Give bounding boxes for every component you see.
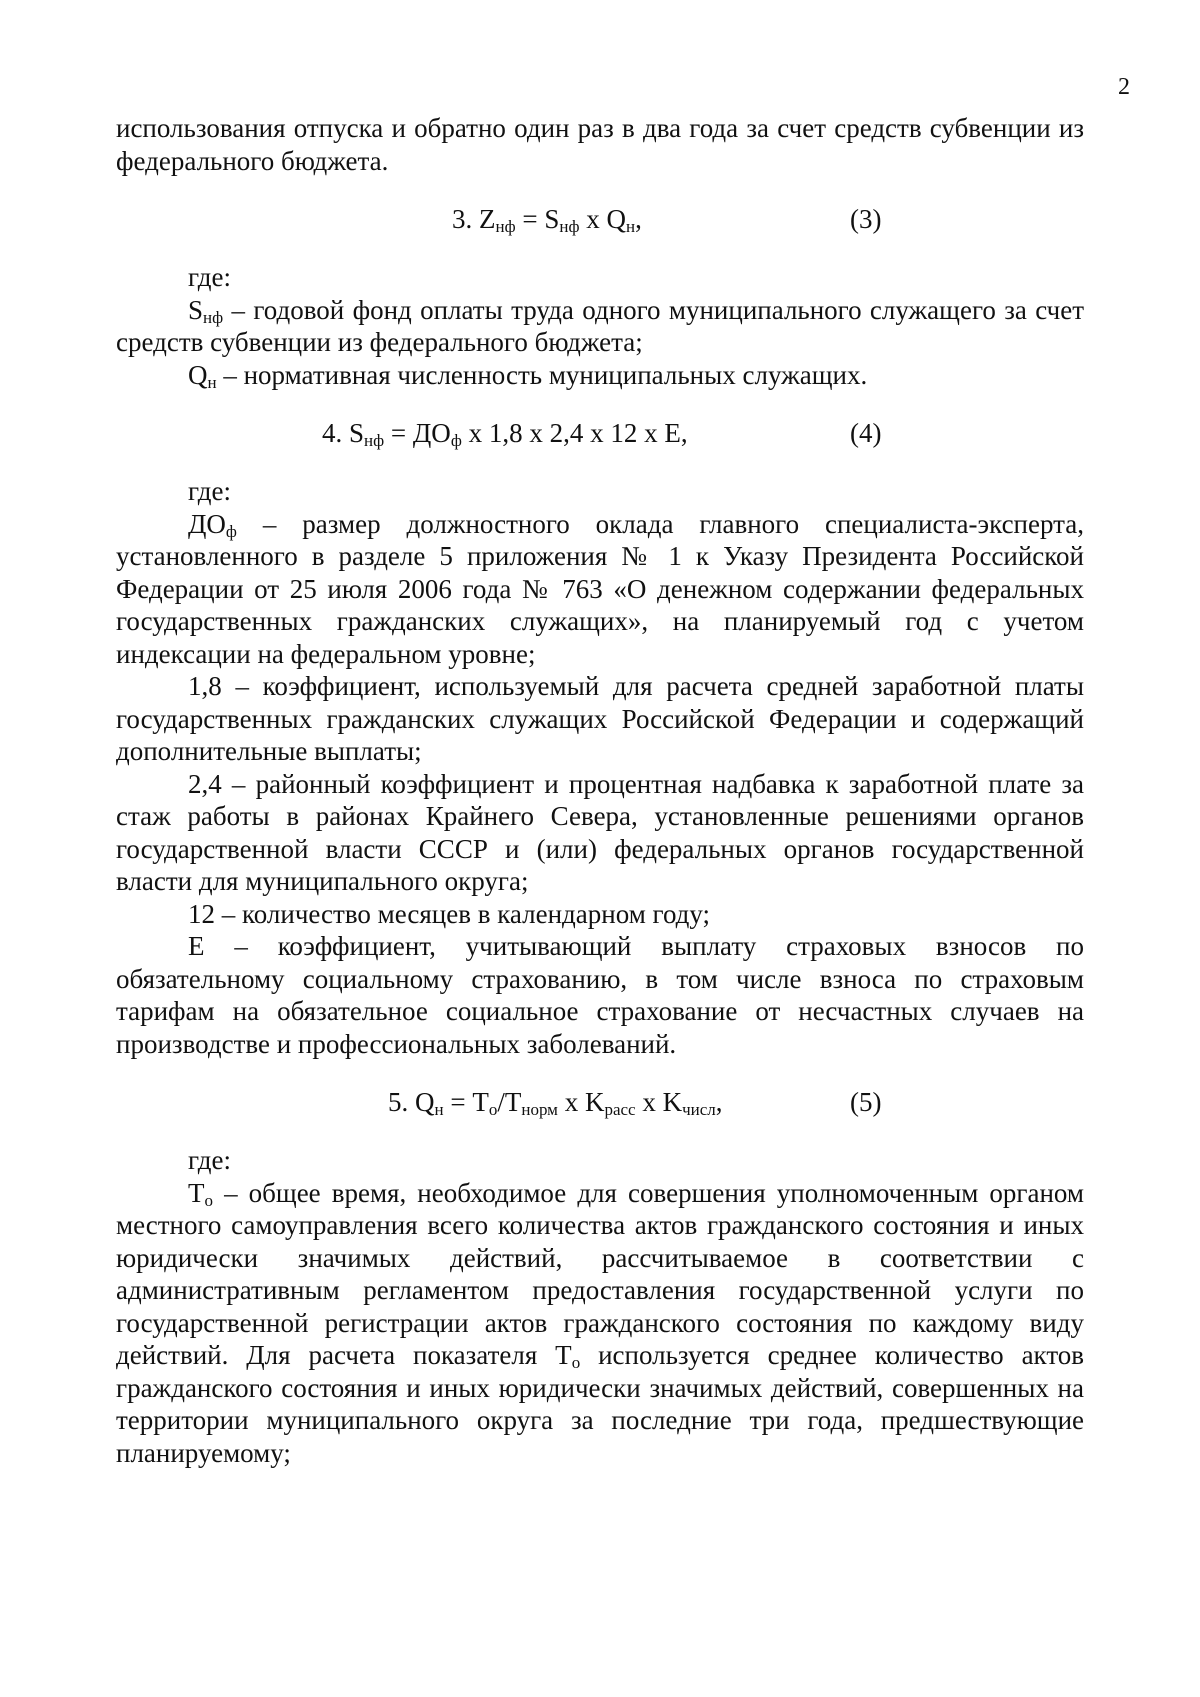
- formula-3: [116, 203, 1084, 235]
- page-number: 2: [1118, 74, 1130, 100]
- definition-to: $T_о$ – общее время, необходимое для совершения уполномоченным органом местного самоуправления всего количества актов гражданского состояния и иных юридически значимых действий, рассчитываемое в соответствии с административным регламентом предоставления государственной услуги по государственной регистрации актов гражданского состояния по каждому виду действий. Для расчета показателя $T_о$ используется среднее количество актов гражданского состояния и иных юридически значимых действий, совершенных на территории муниципального округа за последние три года, предшествующие планируемому;: [116, 1177, 1085, 1468]
- formula-4-expression: 4. $S_{нф} = ДО_ф$ x 1,8 x 2,4 x 12 x Е,: [322, 418, 688, 450]
- definition-qn: $Q_н$ – нормативная численность муниципальных служащих.: [188, 359, 868, 392]
- definition-snf: $S_{нф}$ – годовой фонд оплаты труда одного муниципального служащего за счет средств субвенции из федерального бюджета;: [116, 294, 1084, 357]
- definition-dof: $ДО_ф$ – размер должностного оклада главного специалиста-эксперта, установленного в разделе 5 приложения № 1 к Указу Президента Российской Федерации от 25 июля 2006 года № 763 «О денежном содержании федеральных государственных гражданских служащих», на планируемый год с учетом индексации на федеральном уровне;: [116, 508, 1084, 669]
- formula-5-expression: 5. $Q_н = T_о/T_{норм}$ x $K_{расс}$ x $K_{числ}$,: [388, 1087, 723, 1119]
- where-label-3: где:: [188, 1145, 231, 1175]
- formula-5-number: (5): [850, 1087, 882, 1117]
- paragraph-continuation: использования отпуска и обратно один раз в два года за счет средств субвенции из федерального бюджета.: [116, 113, 1084, 176]
- formula-4: [116, 417, 1084, 449]
- formula-3-expression: 3. $Z_{нф} = S_{нф}$ x $Q_н$,: [452, 204, 642, 236]
- formula-5: [116, 1086, 1084, 1118]
- formula-3-number: (3): [850, 204, 882, 234]
- where-label-2: где:: [188, 476, 231, 506]
- definition-1-8: 1,8 – коэффициент, используемый для расчета средней заработной платы государственных гражданских служащих Российской Федерации и содержащий дополнительные выплаты;: [116, 671, 1084, 766]
- definition-2-4: 2,4 – районный коэффициент и процентная надбавка к заработной плате за стаж работы в районах Крайнего Севера, установленные решениями органов государственной власти СССР и (или) федеральных органов государственной власти для муниципального округа;: [116, 768, 1084, 896]
- document-body: [116, 112, 1084, 1469]
- formula-4-number: (4): [850, 418, 882, 448]
- definition-e: Е – коэффициент, учитывающий выплату страховых взносов по обязательному социальному страхованию, в том числе взноса по страховым тарифам на обязательное социальное страхование от несчастных случаев на производстве и профессиональных заболеваний.: [116, 931, 1084, 1059]
- where-label-1: где:: [188, 262, 231, 292]
- definition-12: 12 – количество месяцев в календарном году;: [188, 898, 711, 929]
